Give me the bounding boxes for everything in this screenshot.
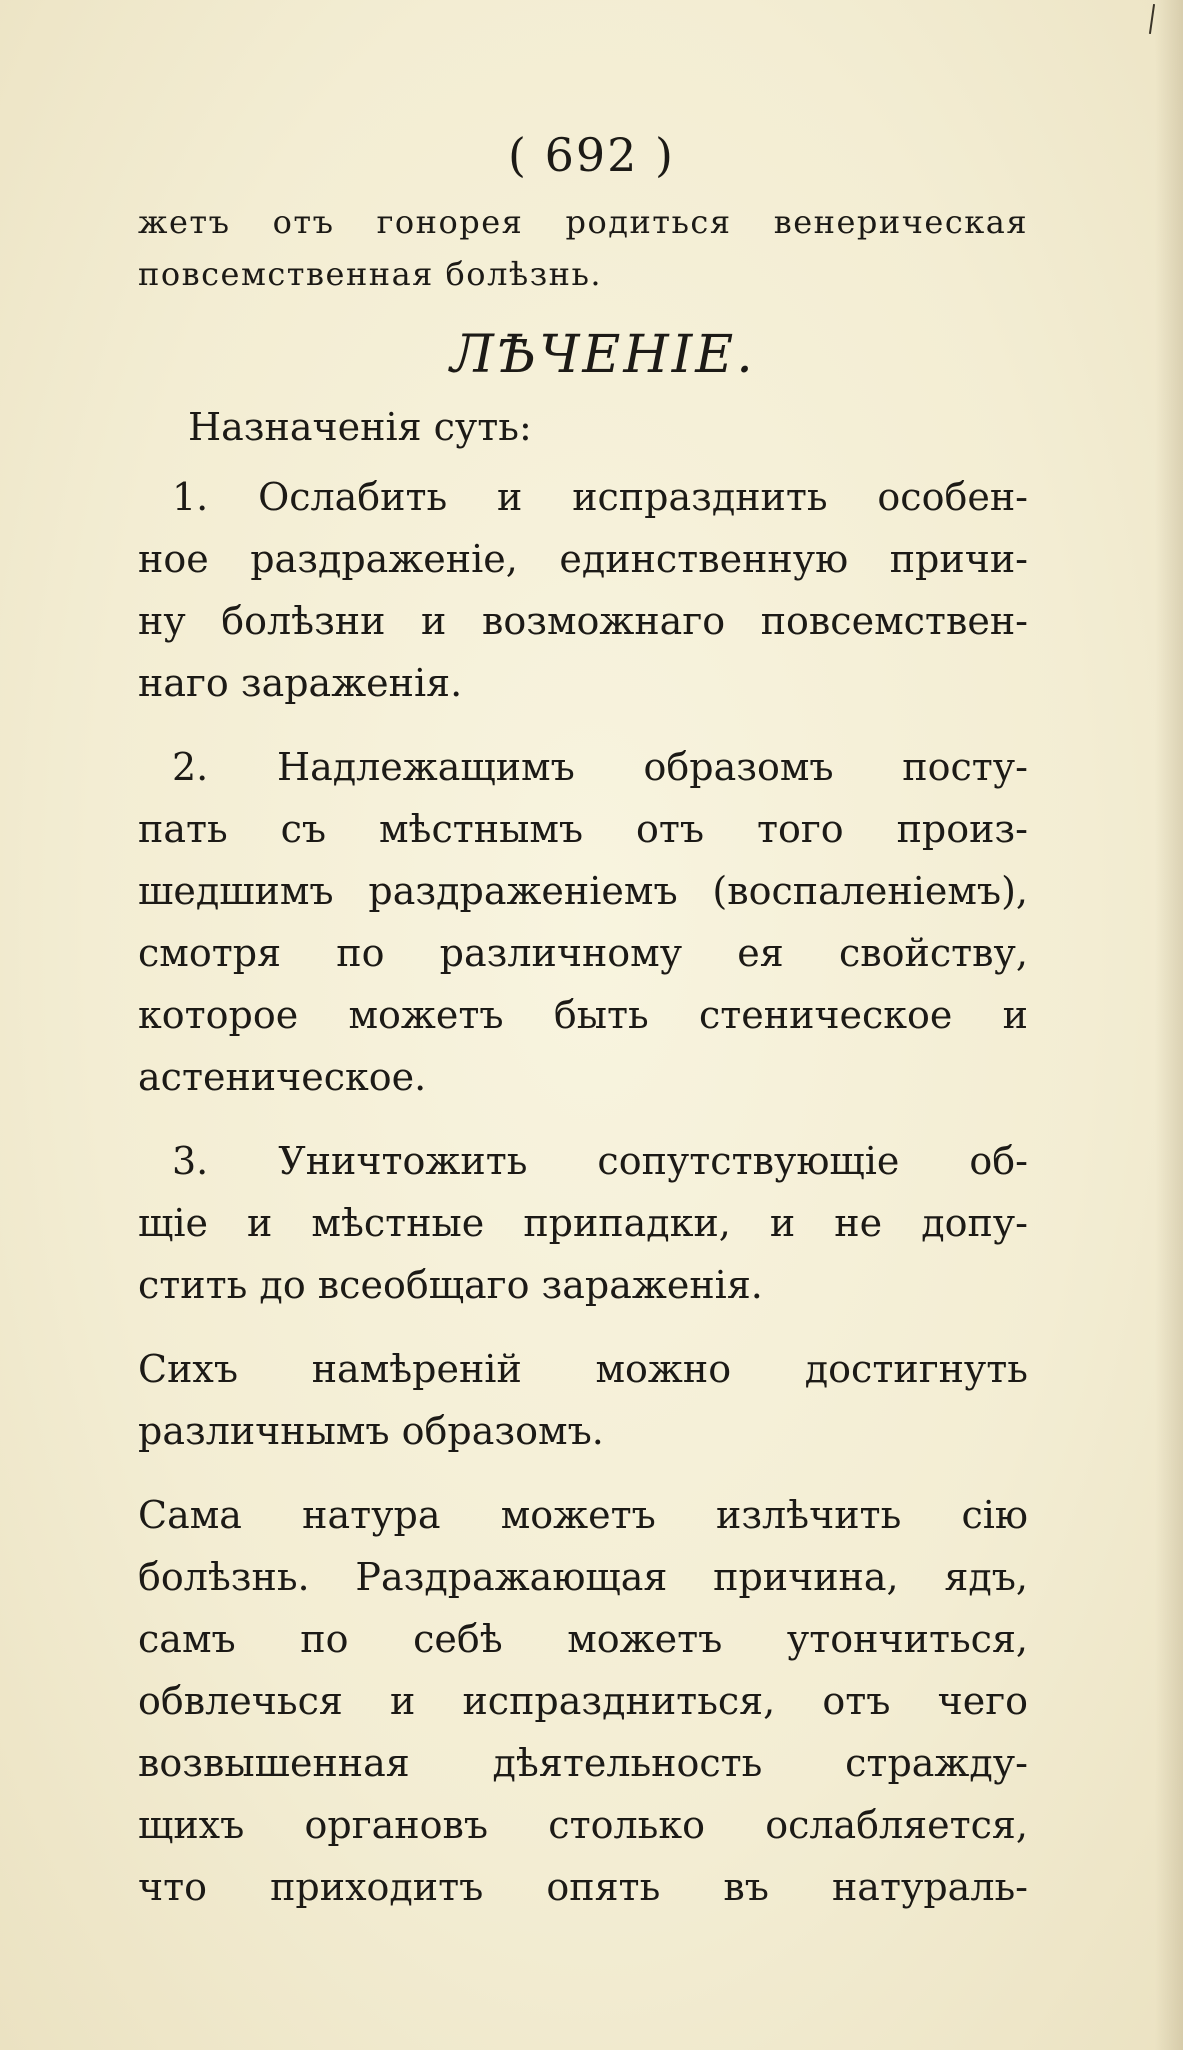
text-line: различнымъ образомъ. bbox=[138, 1409, 604, 1453]
text-line: смотря по различному ея свойству, bbox=[138, 931, 1028, 975]
page-edge-shadow bbox=[1155, 0, 1183, 2050]
text-line: Назначенія суть: bbox=[188, 405, 532, 449]
text-line: пать съ мѣстнымъ отъ того произ- bbox=[138, 807, 1028, 851]
text-line: щихъ органовъ столько ослабляется, bbox=[138, 1803, 1028, 1847]
text-line: шедшимъ раздраженіемъ (воспаленіемъ), bbox=[138, 869, 1028, 913]
text-line: болѣзнь. Раздражающая причина, ядъ, bbox=[138, 1555, 1028, 1599]
page-number: ( 692 ) bbox=[508, 128, 675, 182]
section-heading: ЛѢЧЕНІЕ. bbox=[450, 325, 756, 385]
text-line: самъ по себѣ можетъ утончиться, bbox=[138, 1617, 1028, 1661]
text-line: повсемственная болѣзнь. bbox=[138, 255, 603, 293]
text-line: щіе и мѣстные припадки, и не допу- bbox=[138, 1201, 1028, 1245]
text-line: возвышенная дѣятельность стражду- bbox=[138, 1741, 1028, 1785]
text-line: 2. Надлежащимъ образомъ посту- bbox=[172, 745, 1028, 789]
text-line: ное раздраженіе, единственную причи- bbox=[138, 537, 1028, 581]
text-line: жетъ отъ гонорея родиться венерическая bbox=[138, 203, 1028, 241]
page-body bbox=[138, 196, 1028, 1918]
text-line: Сама натура можетъ излѣчить сію bbox=[138, 1493, 1028, 1537]
text-line: 3. Уничтожить сопутствующіе об- bbox=[172, 1139, 1028, 1183]
text-line: что приходитъ опять въ натураль- bbox=[138, 1865, 1028, 1909]
text-line: стить до всеобщаго зараженія. bbox=[138, 1263, 763, 1307]
text-line: астеническое. bbox=[138, 1055, 427, 1099]
text-line: обвлечься и испраздниться, отъ чего bbox=[138, 1679, 1028, 1723]
text-line: которое можетъ быть стеническое и bbox=[138, 993, 1028, 1037]
text-line: 1. Ослабить и испразднить особен- bbox=[172, 475, 1028, 519]
text-line: Сихъ намѣреній можно достигнуть bbox=[138, 1347, 1028, 1391]
text-line: наго зараженія. bbox=[138, 661, 463, 705]
text-line: ну болѣзни и возможнаго повсемствен- bbox=[138, 599, 1028, 643]
